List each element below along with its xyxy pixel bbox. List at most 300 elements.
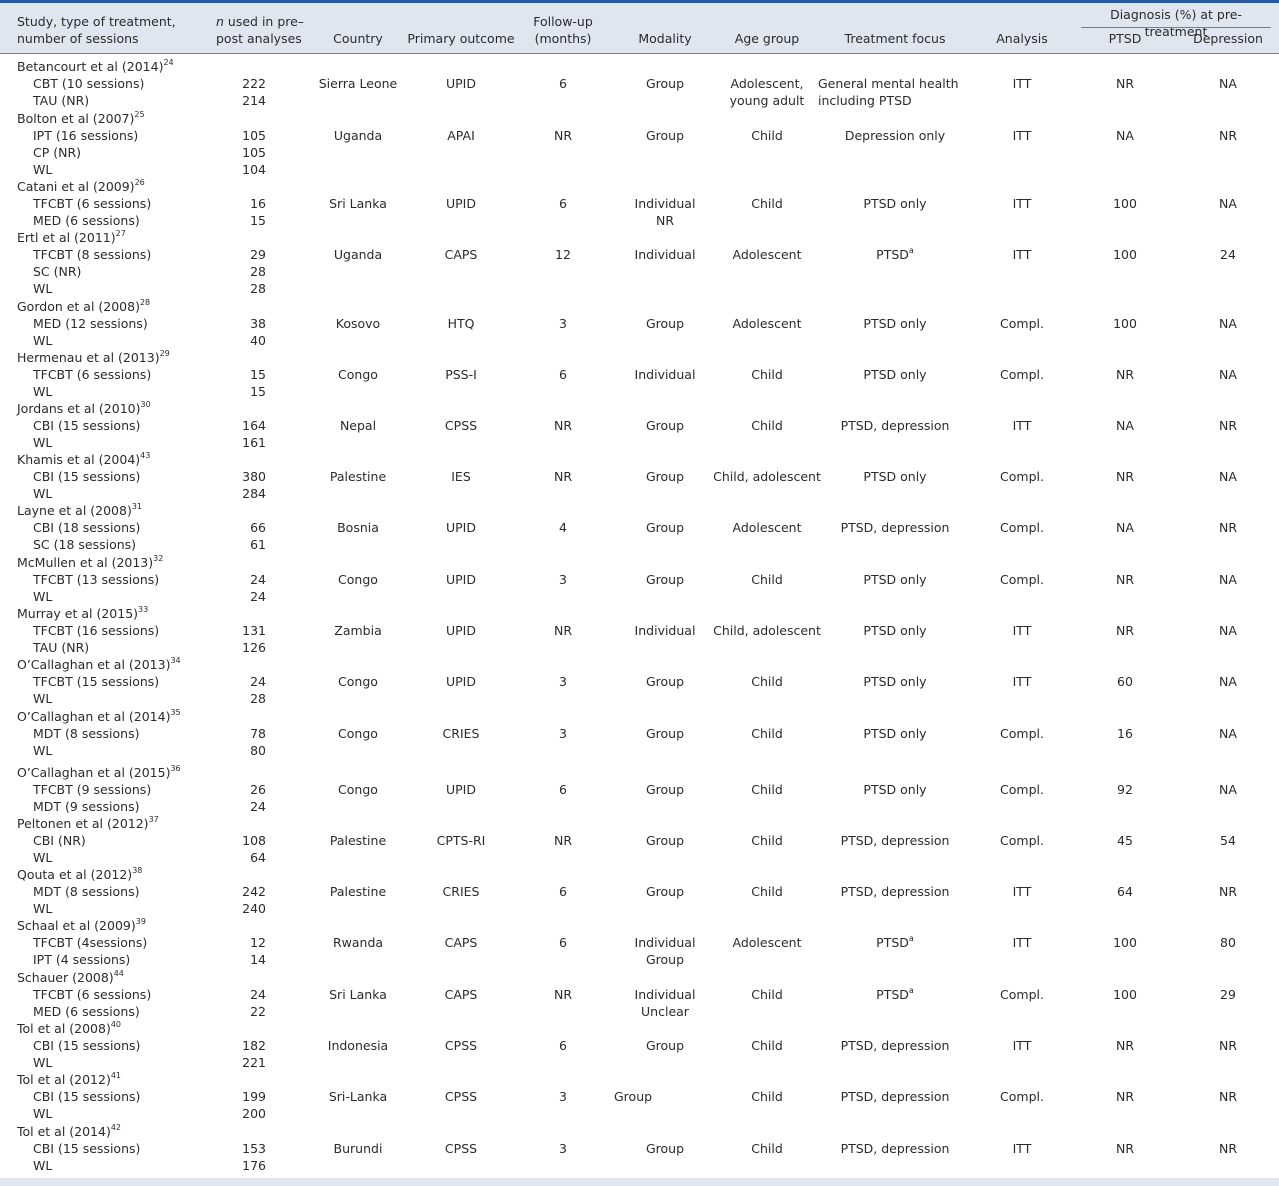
ptsd-cell: NR	[1115, 572, 1135, 587]
analysis-cell: ITT	[1012, 128, 1032, 143]
arm-n: 22	[250, 1004, 266, 1019]
study-row	[0, 815, 1279, 832]
ptsd-cell: NR	[1115, 1089, 1135, 1104]
depression-cell: 24	[1220, 247, 1236, 262]
modality-cell: Group	[645, 884, 685, 899]
arm-n: 105	[242, 128, 266, 143]
study-name: McMullen et al $(2013)^{32}$	[17, 554, 164, 570]
arm-label: TFCBT (15 sessions)	[33, 674, 160, 689]
arm-label: CP (NR)	[33, 145, 82, 160]
study-row	[0, 554, 1279, 571]
arm-label: TFCBT (9 sessions)	[33, 782, 152, 797]
header-n-rest: used in pre–	[223, 14, 305, 29]
focus-cell: PTSD, depression	[840, 1089, 950, 1104]
country-cell: Sri Lanka	[329, 987, 387, 1002]
modality-cell: Group	[645, 674, 685, 689]
study-row	[0, 656, 1279, 673]
header-study-line1: Study, type of treatment,	[17, 14, 176, 29]
analysis-cell: ITT	[1012, 418, 1032, 433]
ptsd-cell: NR	[1115, 469, 1135, 484]
arm-n: 153	[242, 1141, 266, 1156]
country-cell: Congo	[338, 726, 378, 741]
modality-cell: Individual	[634, 935, 696, 950]
arm-row	[0, 725, 1279, 742]
age-cell: Adolescent,	[730, 76, 804, 91]
country-cell: Sierra Leone	[318, 76, 398, 91]
arm-row	[0, 1054, 1279, 1071]
study-ref: 42	[110, 1123, 122, 1132]
arm-row	[0, 246, 1279, 263]
country-cell: Bosnia	[337, 520, 379, 535]
focus-cell: PTSD$^a$	[876, 986, 914, 1002]
arm-n: 24	[250, 572, 266, 587]
study-name: Tol et al $(2008)^{40}$	[17, 1020, 122, 1036]
arm-label: MED (6 sessions)	[33, 1004, 140, 1019]
modality-cell: Group	[645, 833, 685, 848]
study-name: Catani et al $(2009)^{26}$	[17, 178, 145, 194]
study-ref: 26	[134, 178, 145, 187]
focus-cell: PTSD, depression	[840, 833, 950, 848]
arm-row	[0, 1088, 1279, 1105]
outcome-cell: CPSS	[444, 1038, 478, 1053]
modality-cell: Group	[645, 128, 685, 143]
arm-row	[0, 280, 1279, 297]
outcome-cell: UPID	[446, 623, 476, 638]
followup-cell: 3	[559, 572, 567, 587]
study-ref: 38	[132, 866, 143, 875]
header-ptsd: PTSD	[1108, 31, 1142, 46]
modality-cell: Group	[645, 726, 685, 741]
age-cell: Adolescent	[732, 935, 802, 950]
study-ref: 37	[148, 815, 159, 824]
ptsd-cell: NR	[1115, 367, 1135, 382]
arm-n: 222	[242, 76, 266, 91]
study-ref: 44	[113, 969, 124, 978]
followup-cell: 6	[559, 76, 567, 91]
arm-row	[0, 571, 1279, 588]
arm-label: WL	[33, 1106, 53, 1121]
arm-row	[0, 383, 1279, 400]
analysis-cell: ITT	[1012, 247, 1032, 262]
age-cell: Child	[751, 572, 783, 587]
arm-label: TFCBT (4sessions)	[33, 935, 148, 950]
arm-n: 28	[250, 691, 266, 706]
outcome-cell: UPID	[446, 782, 476, 797]
ptsd-cell: 100	[1113, 935, 1137, 950]
modality-cell: Individual	[634, 196, 696, 211]
arm-row	[0, 263, 1279, 280]
arm-n: 126	[242, 640, 266, 655]
arm-row	[0, 127, 1279, 144]
arm-n: 80	[250, 743, 266, 758]
depression-cell: 29	[1220, 987, 1236, 1002]
study-row	[0, 400, 1279, 417]
study-row	[0, 764, 1279, 781]
study-row	[0, 1123, 1279, 1140]
depression-cell: NA	[1219, 367, 1237, 382]
analysis-cell: Compl.	[1000, 316, 1044, 331]
study-ref: 41	[110, 1071, 122, 1080]
study-name: Khamis et al $(2004)^{43}$	[17, 451, 151, 467]
focus-cell: PTSD only	[863, 196, 927, 211]
study-row	[0, 708, 1279, 725]
analysis-cell: ITT	[1012, 76, 1032, 91]
arm-row	[0, 1037, 1279, 1054]
age-cell: Child	[751, 418, 783, 433]
analysis-cell: ITT	[1012, 623, 1032, 638]
outcome-cell: IES	[451, 469, 471, 484]
followup-cell: NR	[553, 833, 573, 848]
arm-n: 16	[250, 196, 266, 211]
study-name: Hermenau et al $(2013)^{29}$	[17, 349, 170, 365]
study-row	[0, 451, 1279, 468]
followup-cell: 12	[555, 247, 571, 262]
arm-row	[0, 900, 1279, 917]
arm-n: 26	[250, 782, 266, 797]
outcome-cell: UPID	[446, 520, 476, 535]
header-followup-line2: (months)	[534, 31, 592, 46]
outcome-cell: UPID	[446, 674, 476, 689]
arm-label: WL	[33, 743, 53, 758]
arm-label: TFCBT (6 sessions)	[33, 987, 152, 1002]
arm-row	[0, 951, 1279, 968]
depression-cell: NA	[1219, 196, 1237, 211]
arm-n: 161	[242, 435, 266, 450]
focus-cell: PTSD, depression	[840, 520, 950, 535]
modality-cell: Individual	[634, 623, 696, 638]
arm-label: CBI (18 sessions)	[33, 520, 141, 535]
arm-n: 28	[250, 264, 266, 279]
arm-label: TFCBT (6 sessions)	[33, 196, 152, 211]
study-row	[0, 502, 1279, 519]
age-cell: Child	[751, 674, 783, 689]
arm-label: TAU (NR)	[33, 93, 90, 108]
analysis-cell: Compl.	[1000, 520, 1044, 535]
arm-n: 66	[250, 520, 266, 535]
arm-row	[0, 92, 1279, 109]
study-ref: 31	[131, 502, 143, 511]
followup-cell: NR	[553, 418, 573, 433]
focus-cell: PTSD only	[863, 726, 927, 741]
age-cell: Adolescent	[732, 520, 802, 535]
header-n-line1	[216, 13, 304, 30]
arm-label: TFCBT (13 sessions)	[33, 572, 160, 587]
arm-row	[0, 195, 1279, 212]
country-cell: Sri Lanka	[329, 196, 387, 211]
modality-cell: Individual	[634, 987, 696, 1002]
country-cell: Rwanda	[332, 935, 384, 950]
followup-cell: NR	[553, 469, 573, 484]
outcome-cell: UPID	[446, 196, 476, 211]
analysis-cell: Compl.	[1000, 782, 1044, 797]
modality-cell: Group	[645, 572, 685, 587]
depression-cell: NR	[1218, 418, 1238, 433]
ptsd-cell: 60	[1117, 674, 1133, 689]
modality-cell: Group	[645, 1141, 685, 1156]
followup-cell: NR	[553, 128, 573, 143]
depression-cell: NA	[1219, 572, 1237, 587]
ptsd-cell: NA	[1116, 128, 1134, 143]
arm-label: MDT (8 sessions)	[33, 884, 140, 899]
arm-n: 131	[242, 623, 266, 638]
study-row	[0, 605, 1279, 622]
arm-row	[0, 161, 1279, 178]
arm-label: WL	[33, 850, 53, 865]
study-name: Schaal et al $(2009)^{39}$	[17, 917, 146, 933]
outcome-cell: CRIES	[442, 726, 480, 741]
header-n-line2: post analyses	[216, 31, 302, 46]
arm-n: 182	[242, 1038, 266, 1053]
arm-n: 24	[250, 674, 266, 689]
age-cell: Child, adolescent	[713, 623, 821, 638]
study-name: Betancourt et al $(2014)^{24}$	[17, 58, 174, 74]
country-cell: Uganda	[333, 247, 383, 262]
header-n	[216, 13, 304, 47]
arm-n: 24	[250, 799, 266, 814]
depression-cell: NR	[1218, 884, 1238, 899]
age-cell: Child	[751, 726, 783, 741]
ptsd-cell: NA	[1116, 418, 1134, 433]
country-cell: Congo	[338, 674, 378, 689]
age-cell: Child	[751, 128, 783, 143]
study-name: Layne et al $(2008)^{31}$	[17, 502, 143, 518]
arm-label: CBI (15 sessions)	[33, 469, 141, 484]
analysis-cell: Compl.	[1000, 726, 1044, 741]
analysis-cell: ITT	[1012, 884, 1032, 899]
focus-cell: PTSD, depression	[840, 884, 950, 899]
focus-cell: PTSD only	[863, 623, 927, 638]
country-cell: Sri-Lanka	[328, 1089, 388, 1104]
followup-cell: 3	[559, 1089, 567, 1104]
study-row	[0, 349, 1279, 366]
ptsd-cell: 64	[1117, 884, 1133, 899]
arm-n: 28	[250, 281, 266, 296]
header-study	[17, 13, 176, 47]
modality-cell: Group	[645, 316, 685, 331]
depression-cell: NR	[1218, 128, 1238, 143]
arm-row	[0, 1140, 1279, 1157]
analysis-cell: Compl.	[1000, 367, 1044, 382]
age-cell: Adolescent	[732, 316, 802, 331]
followup-cell: 4	[559, 520, 567, 535]
footnote-marker: a	[908, 934, 914, 943]
age-cell: Child, adolescent	[713, 469, 821, 484]
arm-row	[0, 934, 1279, 951]
outcome-cell: CAPS	[444, 247, 478, 262]
modality-cell: Group	[645, 520, 685, 535]
depression-cell: NR	[1218, 1038, 1238, 1053]
study-name: Gordon et al $(2008)^{28}$	[17, 298, 151, 314]
age-cell: Child	[751, 833, 783, 848]
depression-cell: NA	[1219, 316, 1237, 331]
followup-cell: 6	[559, 196, 567, 211]
country-cell: Uganda	[333, 128, 383, 143]
study-name: Tol et al $(2014)^{42}$	[17, 1123, 122, 1139]
arm-n: 29	[250, 247, 266, 262]
arm-n: 284	[242, 486, 266, 501]
arm-label: TFCBT (16 sessions)	[33, 623, 160, 638]
arm-n: 40	[250, 333, 266, 348]
arm-label: WL	[33, 486, 53, 501]
arm-label: CBI (15 sessions)	[33, 1038, 141, 1053]
depression-cell: NA	[1219, 782, 1237, 797]
depression-cell: NA	[1219, 726, 1237, 741]
focus-cell: PTSD$^a$	[876, 934, 914, 950]
footnote-marker: a	[908, 246, 914, 255]
study-name: Murray et al $(2015)^{33}$	[17, 605, 149, 621]
arm-row	[0, 883, 1279, 900]
header-diagnosis: Diagnosis (%) at pre-treatment	[1110, 7, 1242, 39]
analysis-cell: Compl.	[1000, 987, 1044, 1002]
study-ref: 43	[140, 451, 151, 460]
study-ref: 39	[135, 917, 146, 926]
followup-cell: 3	[559, 726, 567, 741]
analysis-cell: ITT	[1012, 1038, 1032, 1053]
arm-row	[0, 332, 1279, 349]
country-cell: Congo	[338, 782, 378, 797]
outcome-cell: HTQ	[447, 316, 475, 331]
arm-n: 200	[242, 1106, 266, 1121]
study-ref: 29	[159, 349, 170, 358]
focus-cell: PTSD, depression	[840, 1038, 950, 1053]
arm-n: 104	[242, 162, 266, 177]
outcome-cell: CRIES	[442, 884, 480, 899]
study-name: O’Callaghan et al $(2014)^{35}$	[17, 708, 181, 724]
arm-label: WL	[33, 281, 53, 296]
arm-n: 78	[250, 726, 266, 741]
analysis-cell: ITT	[1012, 196, 1032, 211]
header-followup-line1: Follow-up	[533, 14, 593, 29]
country-cell: Palestine	[329, 469, 387, 484]
outcome-cell: CPSS	[444, 1141, 478, 1156]
arm-n: 176	[242, 1158, 266, 1173]
arm-label: MED (12 sessions)	[33, 316, 148, 331]
age-cell: Child	[751, 782, 783, 797]
arm-row	[0, 536, 1279, 553]
followup-cell: 6	[559, 884, 567, 899]
outcome-cell: UPID	[446, 572, 476, 587]
followup-cell: NR	[553, 623, 573, 638]
arm-label: IPT (16 sessions)	[33, 128, 139, 143]
age-cell: Adolescent	[732, 247, 802, 262]
header-country: Country	[333, 31, 383, 46]
arm-row	[0, 1157, 1279, 1174]
footnote-marker: a	[908, 986, 914, 995]
country-cell: Burundi	[333, 1141, 383, 1156]
country-cell: Congo	[338, 572, 378, 587]
arm-n: 24	[250, 589, 266, 604]
focus-cell: PTSD, depression	[840, 1141, 950, 1156]
arm-n: 199	[242, 1089, 266, 1104]
study-ref: 34	[170, 656, 181, 665]
depression-cell: NA	[1219, 76, 1237, 91]
arm-label: TAU (NR)	[33, 640, 90, 655]
study-row	[0, 110, 1279, 127]
ptsd-cell: 100	[1113, 196, 1137, 211]
ptsd-cell: 16	[1117, 726, 1133, 741]
arm-n: 64	[250, 850, 266, 865]
modality-cell: Individual	[634, 367, 696, 382]
arm-n: 240	[242, 901, 266, 916]
analysis-cell: Compl.	[1000, 469, 1044, 484]
followup-cell: 6	[559, 782, 567, 797]
depression-cell: NR	[1218, 520, 1238, 535]
ptsd-cell: 100	[1113, 316, 1137, 331]
followup-cell: 3	[559, 1141, 567, 1156]
study-name: O’Callaghan et al $(2015)^{36}$	[17, 764, 181, 780]
analysis-cell: Compl.	[1000, 1089, 1044, 1104]
country-cell: Kosovo	[335, 316, 381, 331]
ptsd-cell: 92	[1117, 782, 1133, 797]
arm-row	[0, 144, 1279, 161]
table-footer-band	[0, 1178, 1279, 1186]
modality-cell: NR	[655, 213, 675, 228]
outcome-cell: CAPS	[444, 987, 478, 1002]
arm-label: TFCBT (8 sessions)	[33, 247, 152, 262]
header-analysis: Analysis	[996, 31, 1048, 46]
header-primary-outcome: Primary outcome	[407, 31, 515, 46]
ptsd-cell: NR	[1115, 623, 1135, 638]
arm-label: MDT (8 sessions)	[33, 726, 140, 741]
outcome-cell: CPSS	[444, 1089, 478, 1104]
study-row	[0, 866, 1279, 883]
header-study-line2: number of sessions	[17, 31, 139, 46]
modality-cell: Group	[645, 469, 685, 484]
focus-cell: PTSD only	[863, 572, 927, 587]
header-followup	[528, 13, 598, 47]
arm-n: 61	[250, 537, 266, 552]
arm-label: MDT (9 sessions)	[33, 799, 140, 814]
study-name: Qouta et al $(2012)^{38}$	[17, 866, 143, 882]
study-row	[0, 1071, 1279, 1088]
focus-cell: PTSD only	[863, 674, 927, 689]
arm-label: CBI (15 sessions)	[33, 1089, 141, 1104]
study-name: Ertl et al $(2011)^{27}$	[17, 229, 126, 245]
arm-row	[0, 75, 1279, 92]
age-cell: Child	[751, 196, 783, 211]
depression-cell: 54	[1220, 833, 1236, 848]
outcome-cell: PSS-I	[445, 367, 477, 382]
followup-cell: 6	[559, 1038, 567, 1053]
arm-row	[0, 315, 1279, 332]
country-cell: Zambia	[334, 623, 382, 638]
study-ref: 32	[153, 554, 164, 563]
study-ref: 30	[140, 400, 151, 409]
arm-row	[0, 673, 1279, 690]
followup-cell: 6	[559, 935, 567, 950]
arm-label: SC (NR)	[33, 264, 82, 279]
study-name: Schauer $(2008)^{44}$	[17, 969, 124, 985]
modality-cell: Unclear	[641, 1004, 689, 1019]
table-header	[0, 3, 1279, 54]
arm-n: 15	[250, 213, 266, 228]
study-row	[0, 178, 1279, 195]
arm-label: WL	[33, 1055, 53, 1070]
arm-n: 105	[242, 145, 266, 160]
arm-label: WL	[33, 435, 53, 450]
age-cell: Child	[751, 367, 783, 382]
focus-cell: Depression only	[844, 128, 946, 143]
arm-row	[0, 434, 1279, 451]
arm-row	[0, 849, 1279, 866]
header-depression: Depression	[1193, 31, 1263, 46]
arm-label: WL	[33, 901, 53, 916]
arm-row	[0, 798, 1279, 815]
focus-cell: PTSD, depression	[840, 418, 950, 433]
ptsd-cell: NR	[1115, 76, 1135, 91]
arm-n: 24	[250, 987, 266, 1002]
study-row	[0, 298, 1279, 315]
